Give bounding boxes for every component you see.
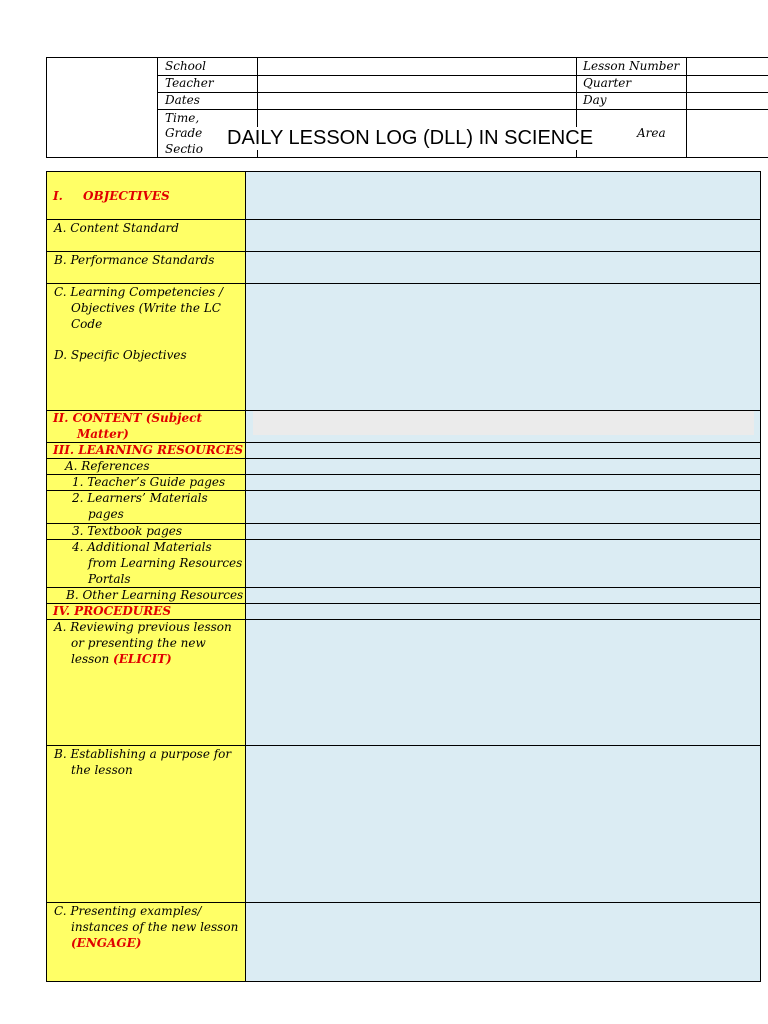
reviewing-lesson-label: [71, 651, 172, 667]
teacher-label: Teacher: [165, 76, 214, 90]
procedures-heading: IV. PROCEDURES: [53, 604, 171, 618]
elicit-tag: (ELICIT): [113, 652, 172, 666]
additional-materials-label: Portals: [88, 572, 131, 586]
lesson-log-table: [46, 171, 761, 982]
row-divider: [47, 458, 760, 459]
learning-competencies-label: Objectives (Write the LC: [71, 301, 221, 315]
header-divider: [157, 75, 768, 76]
day-label: Day: [583, 93, 607, 107]
content-standard-label: A. Content Standard: [54, 221, 179, 235]
presenting-examples-label: C. Presenting examples/: [54, 904, 202, 918]
header-divider: [157, 109, 768, 110]
grade-label: Grade: [165, 126, 203, 140]
objectives-heading: OBJECTIVES: [83, 189, 170, 203]
column-divider: [245, 172, 246, 981]
teachers-guide-label: 1. Teacher’s Guide pages: [72, 475, 226, 489]
learning-area-label: Area: [637, 126, 666, 140]
entry-column: [246, 172, 760, 981]
content-field[interactable]: [253, 411, 754, 435]
textbook-pages-label: 3. Textbook pages: [72, 524, 183, 538]
reviewing-lesson-label: or presenting the new: [71, 636, 206, 650]
reviewing-lesson-text: lesson: [71, 652, 110, 666]
header-divider: [686, 58, 687, 157]
quarter-label: Quarter: [583, 76, 632, 90]
content-heading: Matter): [77, 427, 129, 441]
learning-competencies-label: C. Learning Competencies /: [54, 285, 224, 299]
performance-standards-label: B. Performance Standards: [54, 253, 215, 267]
references-label: A. References: [65, 459, 150, 473]
section-label: Sectio: [165, 142, 203, 156]
learners-materials-label: pages: [88, 507, 124, 521]
learning-resources-heading: III. LEARNING RESOURCES: [53, 443, 244, 457]
learners-materials-label: 2. Learners’ Materials: [72, 491, 208, 505]
time-label: Time,: [165, 111, 200, 125]
dates-label: Dates: [165, 93, 200, 107]
engage-tag: (ENGAGE): [71, 936, 142, 950]
establishing-purpose-label: the lesson: [71, 763, 133, 777]
lesson-number-label: Lesson Number: [583, 59, 680, 73]
establishing-purpose-label: B. Establishing a purpose for: [54, 747, 232, 761]
header-divider: [157, 92, 768, 93]
additional-materials-label: 4. Additional Materials: [72, 540, 212, 554]
learning-competencies-label: Code: [71, 317, 103, 331]
header-divider: [157, 58, 158, 157]
additional-materials-label: from Learning Resources: [88, 556, 243, 570]
page-title: DAILY LESSON LOG (DLL) IN SCIENCE: [227, 127, 594, 149]
objectives-number: I.: [53, 189, 63, 203]
content-heading: II. CONTENT (Subject: [53, 411, 202, 425]
reviewing-lesson-label: A. Reviewing previous lesson: [54, 620, 232, 634]
specific-objectives-label: D. Specific Objectives: [54, 348, 187, 362]
presenting-examples-label: instances of the new lesson: [71, 920, 239, 934]
other-resources-label: B. Other Learning Resources: [66, 588, 244, 602]
school-label: School: [165, 59, 206, 73]
